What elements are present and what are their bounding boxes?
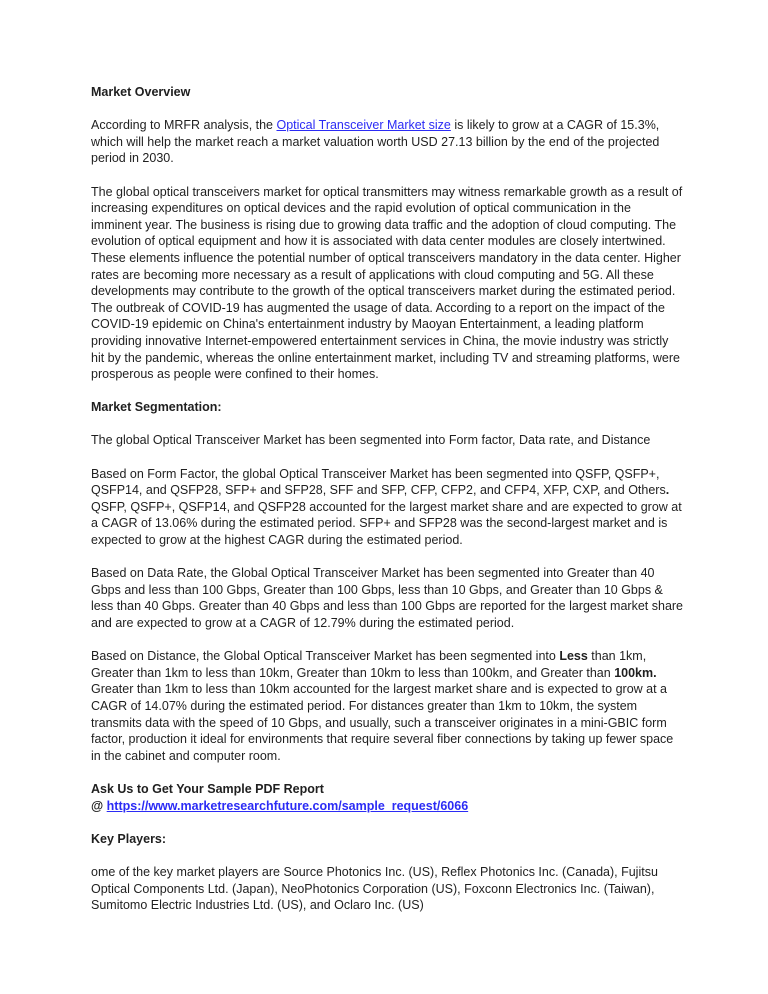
market-growth-paragraph: The global optical transceivers market for optical transmitters may witness remarkable growth as a result of increasing expenditures on optical devices and the rapid evolution of optical communication in the imminent year. The business is rising due to growing data traffic and the adoption of cloud computing. The evolution of optical equipment and how it is associated with data center modules are closely intertwined. These elements influence the potential number of optical transceivers mandatory in the data center. Higher rates are becoming more necessary as a result of applications with cloud computing and 5G. All these developments may contribute to the growth of the optical transceivers market during the estimated period. The outbreak of COVID-19 has augmented the usage of data. According to a report on the impact of the COVID-19 epidemic on China's entertainment industry by Maoyan Entertainment, a leading platform providing innovative Internet-empowered entertainment services in China, the movie industry was strictly hit by the pandemic, whereas the online entertainment market, including TV and streaming platforms, were prosperous as people were confined to their homes. bbox=[91, 184, 683, 382]
sample-report-heading: Ask Us to Get Your Sample PDF Report bbox=[91, 781, 324, 796]
sample-request-url-link[interactable]: https://www.marketresearchfuture.com/sample_request/6066 bbox=[106, 798, 469, 813]
market-segmentation-heading: Market Segmentation: bbox=[91, 400, 222, 415]
market-overview-heading: Market Overview bbox=[91, 85, 191, 99]
distance-text-1: Based on Distance, the Global Optical Transceiver Market has been segmented into bbox=[91, 649, 560, 664]
distance-paragraph bbox=[91, 648, 684, 764]
sample-report-block bbox=[91, 781, 684, 814]
form-factor-bold-period: . bbox=[665, 483, 670, 498]
form-factor-paragraph bbox=[91, 466, 684, 549]
distance-bold-less: Less bbox=[559, 649, 588, 664]
distance-text-2: than 1km, Greater than 1km to less than 10km, Greater than 10km to less than 100km, and Greater than bbox=[91, 649, 647, 680]
key-players-paragraph: ome of the key market players are Source Photonics Inc. (US), Reflex Photonics Inc. (Canada), Fujitsu Optical Components Ltd. (Japan), NeoPhotonics Corporation (US), Foxconn Electronics Inc. (Taiwan), Sumitomo Electric Industries Ltd. (US), and Oclaro Inc. (US) bbox=[91, 864, 658, 913]
distance-bold-100km: 100km. bbox=[614, 665, 657, 680]
form-factor-text-2: QSFP, QSFP+, QSFP14, and QSFP28 accounted for the largest market share and are expected to grow at a CAGR of 13.06% during the estimated period. SFP+ and SFP28 was the second-largest market and is expected to grow at the highest CAGR during the estimated period. bbox=[91, 499, 682, 548]
intro-text-post: is likely to grow at a CAGR of 15.3%, which will help the market reach a market valuation worth USD 27.13 billion by the end of the projected period in 2030. bbox=[91, 118, 660, 166]
key-players-heading: Key Players: bbox=[91, 831, 167, 846]
sample-report-at-prefix: @ bbox=[91, 798, 107, 813]
distance-text-3: Greater than 1km to less than 10km accounted for the largest market share and is expected to grow at a CAGR of 14.07% during the estimated period. For distances greater than 1km to 10km, the system transmits data with the speed of 10 Gbps, and usually, such a transceiver originates in a mini-GBIC form factor, production it ideal for environments that require several fiber connections by taking up fewer space in the cabinet and computer room. bbox=[91, 682, 674, 763]
form-factor-text-1: Based on Form Factor, the global Optical Transceiver Market has been segmented into QSFP, QSFP+, QSFP14, and QSFP28, SFP+ and SFP28, SFF and SFP, CFP, CFP2, and CFP4, XFP, CXP, and Others bbox=[91, 466, 666, 498]
data-rate-paragraph: Based on Data Rate, the Global Optical Transceiver Market has been segmented into Greater than 40 Gbps and less than 100 Gbps, Greater than 100 Gbps, less than 10 Gbps, and Greater than 10 Gbps & less than 40 Gbps. Greater than 40 Gbps and less than 100 Gbps are reported for the largest market share and are expected to grow at a CAGR of 12.79% during the estimated period. bbox=[91, 566, 684, 630]
intro-paragraph bbox=[91, 117, 684, 167]
intro-text-pre: According to MRFR analysis, the bbox=[91, 118, 277, 133]
segmentation-intro-paragraph: The global Optical Transceiver Market has been segmented into Form factor, Data rate, and Distance bbox=[91, 433, 651, 448]
optical-transceiver-market-size-link[interactable]: Optical Transceiver Market size bbox=[276, 118, 451, 133]
